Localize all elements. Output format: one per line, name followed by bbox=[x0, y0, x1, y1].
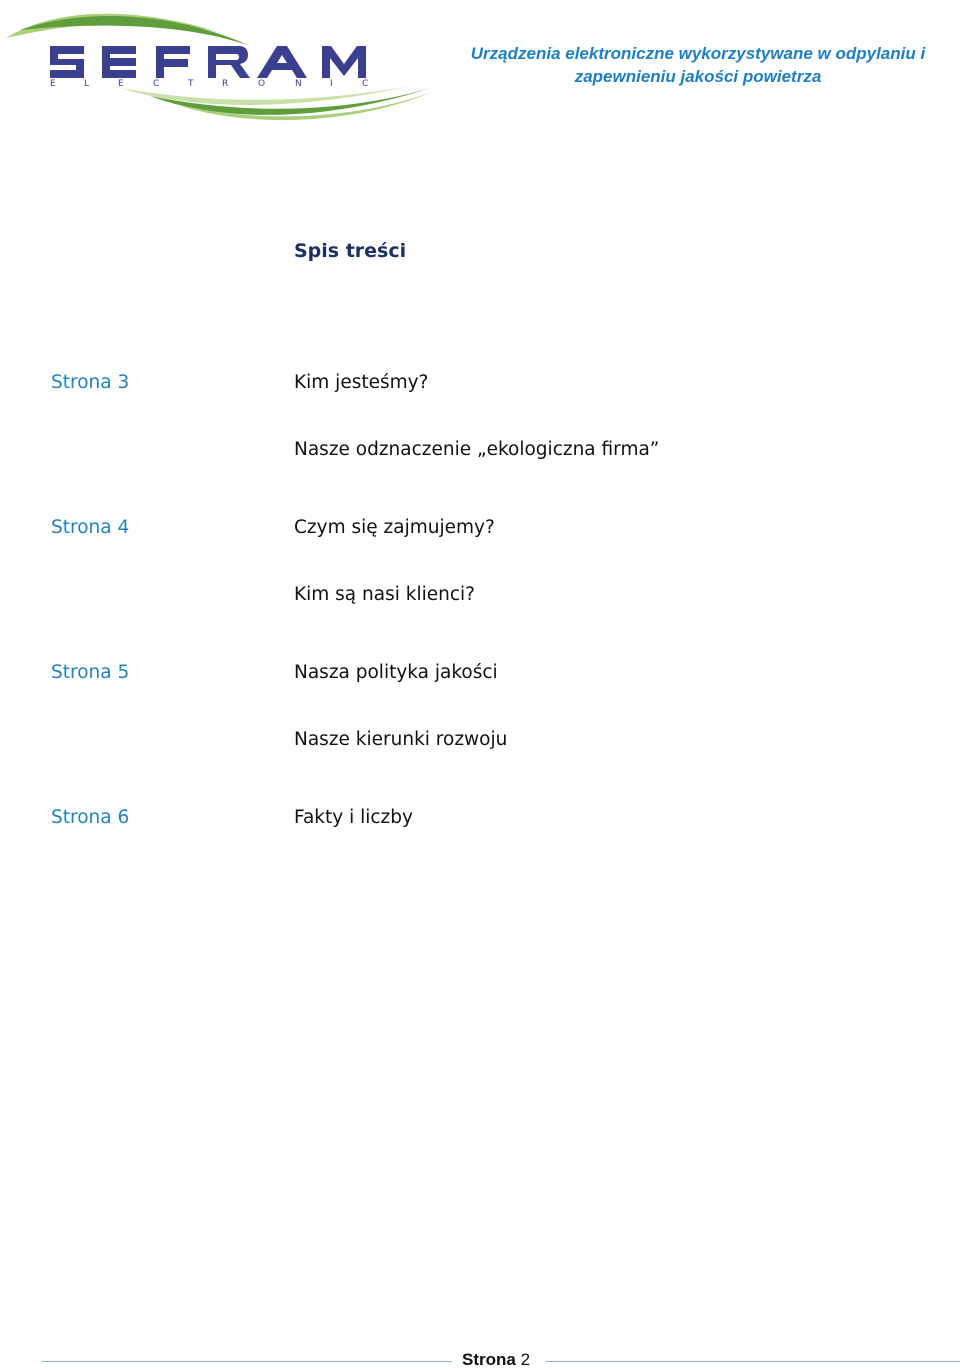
svg-text:N: N bbox=[295, 79, 302, 89]
svg-text:O: O bbox=[258, 79, 266, 89]
toc-title: Spis treści bbox=[294, 240, 407, 262]
svg-text:R: R bbox=[222, 79, 229, 89]
footer-page-label: Strona bbox=[462, 1350, 516, 1369]
sefram-logo bbox=[0, 0, 440, 130]
toc-entry-klienci[interactable]: Kim są nasi klienci? bbox=[294, 584, 475, 605]
logo-subtitle: E bbox=[50, 79, 56, 89]
toc-entry-kim-jestesmy[interactable]: Kim jesteśmy? bbox=[294, 372, 429, 393]
footer-rule-left bbox=[42, 1361, 452, 1362]
page-header bbox=[0, 0, 960, 140]
svg-text:T: T bbox=[188, 79, 194, 89]
footer-rule-right bbox=[546, 1361, 960, 1362]
toc-entry-fakty-i-liczby[interactable]: Fakty i liczby bbox=[294, 807, 413, 828]
toc-page-label: Strona 5 bbox=[51, 662, 130, 683]
toc-page-label: Strona 6 bbox=[51, 807, 130, 828]
header-tagline-line2: zapewnieniu jakości powietrza bbox=[574, 67, 822, 86]
svg-text:I: I bbox=[330, 79, 333, 89]
svg-text:L: L bbox=[84, 79, 90, 89]
toc-entry-czym-sie-zajmujemy[interactable]: Czym się zajmujemy? bbox=[294, 517, 495, 538]
svg-text:E: E bbox=[118, 79, 124, 89]
toc-page-label: Strona 4 bbox=[51, 517, 130, 538]
svg-text:C: C bbox=[362, 79, 369, 89]
toc-page-label: Strona 3 bbox=[51, 372, 130, 393]
toc-entry-polityka-jakosci[interactable]: Nasza polityka jakości bbox=[294, 662, 498, 683]
page-footer bbox=[0, 1340, 960, 1369]
footer-page-value: 2 bbox=[520, 1350, 531, 1369]
toc-entry-odznaczenie[interactable]: Nasze odznaczenie „ekologiczna firma” bbox=[294, 439, 660, 460]
svg-text:C: C bbox=[153, 79, 160, 89]
footer-page-number bbox=[462, 1350, 530, 1370]
header-tagline bbox=[468, 42, 928, 88]
toc-entry-kierunki-rozwoju[interactable]: Nasze kierunki rozwoju bbox=[294, 729, 508, 750]
header-tagline-line1: Urządzenia elektroniczne wykorzystywane w odpylaniu i bbox=[470, 44, 926, 63]
